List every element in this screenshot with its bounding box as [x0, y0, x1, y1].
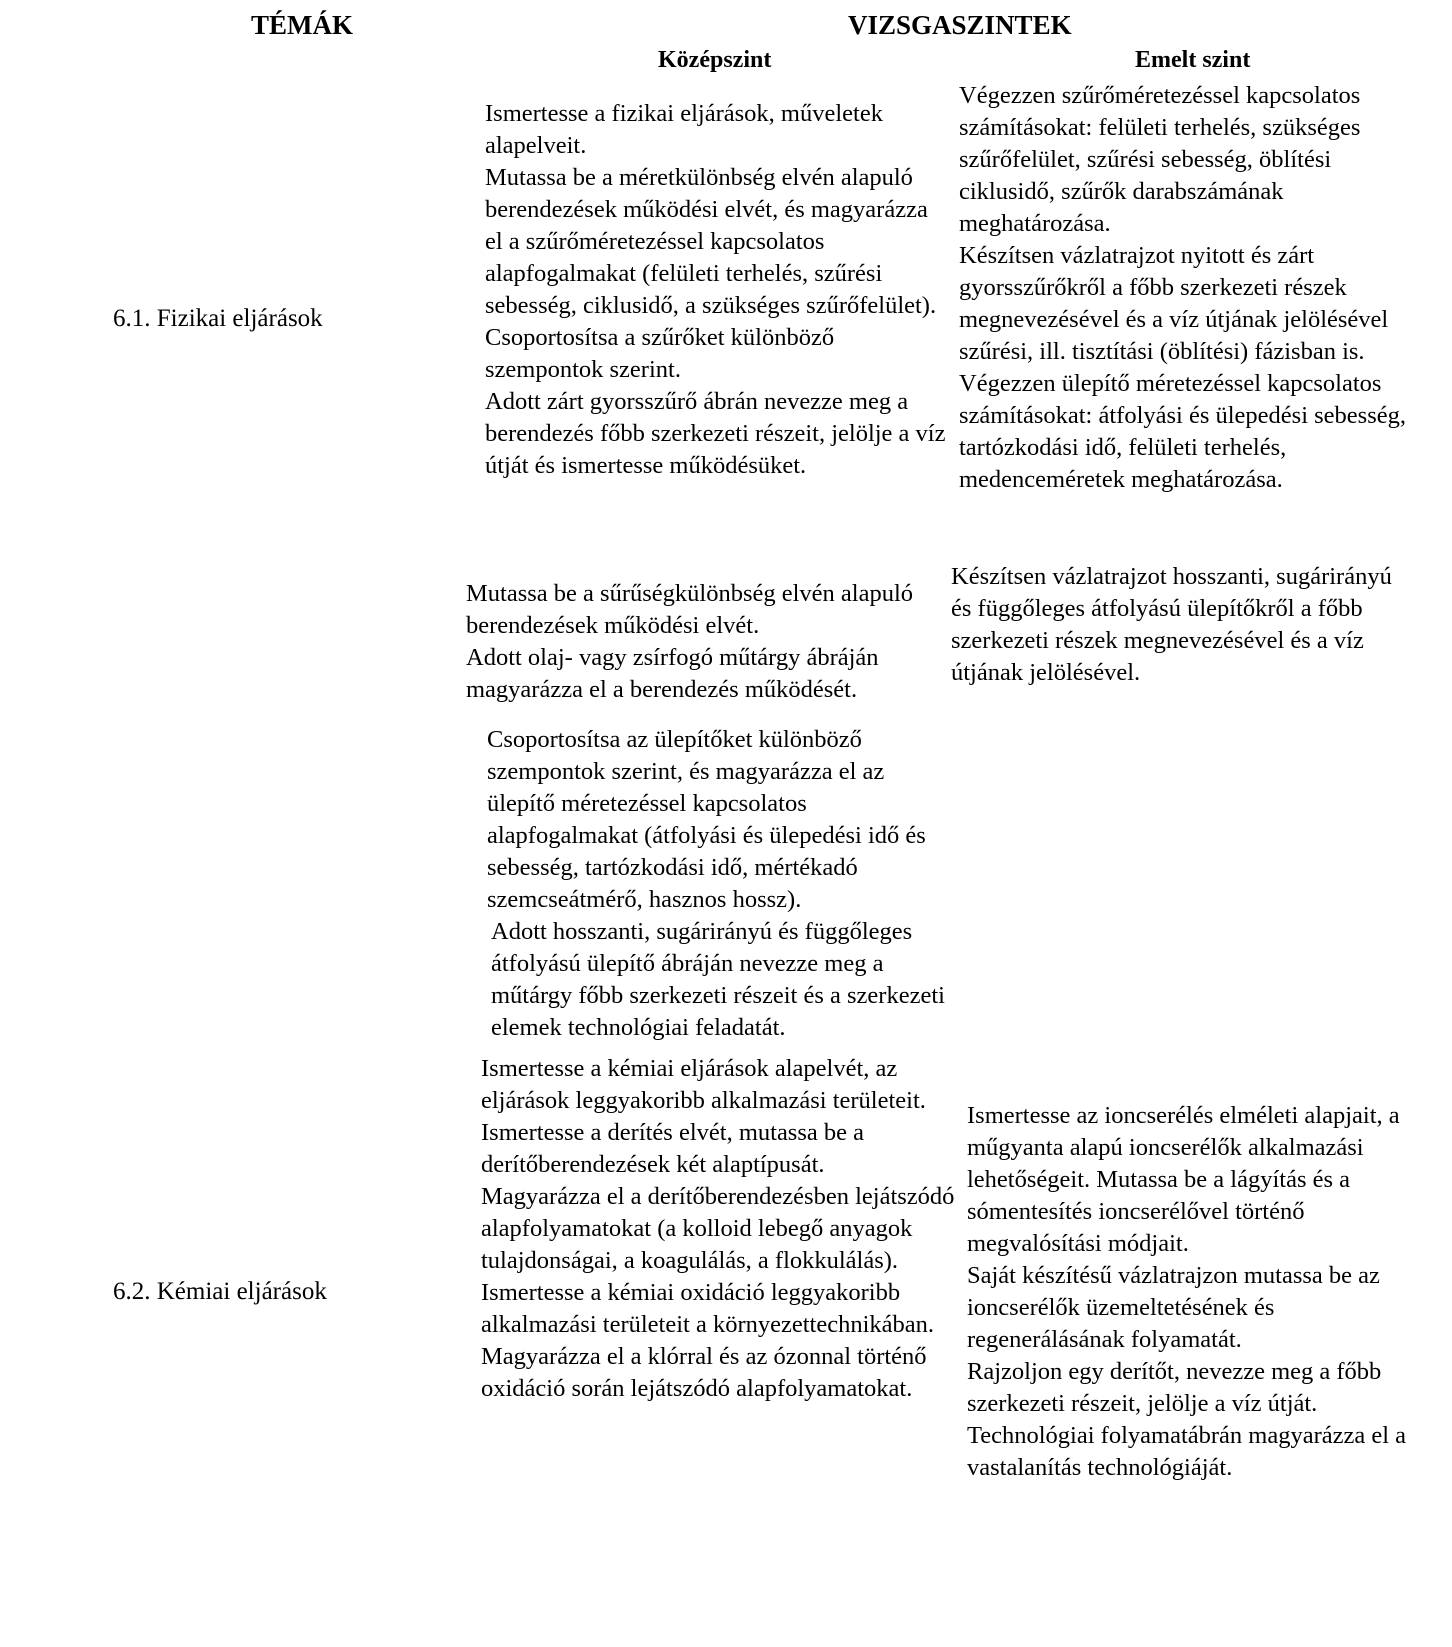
intermediate-item: Csoportosítsa az ülepítőket különböző szempontok szerint, és magyarázza el az ülepítő méretezéssel kapcsolatos alapfogalmakat (átfolyási és ülepedési idő és sebesség, tartózkodási idő, mértékadó szemcseátmérő, hasznos hossz). [487, 726, 926, 913]
advanced-block-filter-settler-calc [959, 80, 1421, 496]
topic-chemical-processes: 6.2. Kémiai eljárások [113, 1278, 327, 1305]
topics-header: TÉMÁK [251, 10, 354, 40]
intermediate-block-density [466, 578, 934, 706]
intermediate-item: Adott zárt gyorsszűrő ábrán nevezze meg a berendezés főbb szerkezeti részeit, jelölje a víz útját és ismertesse működésüket. [485, 388, 946, 479]
advanced-block-settler-sketch [951, 561, 1411, 689]
advanced-item: Ismertesse az ioncserélés elméleti alapjait, a műgyanta alapú ioncserélők alkalmazási lehetőségeit. Mutassa be a lágyítás és a sómentesítés ioncserélővel történő megvalósítási módjait. [967, 1102, 1400, 1257]
advanced-item: Készítsen vázlatrajzot hosszanti, sugárirányú és függőleges átfolyású ülepítőkről a főbb szerkezeti részek megnevezésével és a víz útjának jelölésével. [951, 563, 1392, 686]
intermediate-item: Ismertesse a derítés elvét, mutassa be a derítőberendezések két alaptípusát. [481, 1119, 865, 1178]
exam-levels-header: VIZSGASZINTEK [848, 10, 1072, 40]
topic-physical-processes: 6.1. Fizikai eljárások [113, 305, 323, 332]
advanced-item: Technológiai folyamatábrán magyarázza el a vastalanítás technológiáját. [967, 1422, 1407, 1481]
advanced-item: Végezzen ülepítő méretezéssel kapcsolatos számításokat: átfolyási és ülepedési sebesség, tartózkodási idő, felületi terhelés, medenceméretek meghatározása. [959, 370, 1406, 493]
intermediate-item: Magyarázza el a klórral és az ózonnal történő oxidáció során lejátszódó alapfolyamatokat. [481, 1343, 927, 1402]
advanced-item: Saját készítésű vázlatrajzon mutassa be az ioncserélők üzemeltetésének és regenerálásának folyamatát. [967, 1262, 1380, 1353]
intermediate-item: Mutassa be a méretkülönbség elvén alapuló berendezések működési elvét, és magyarázza el a szűrőméretezéssel kapcsolatos alapfogalmakat (felületi terhelés, szűrési sebesség, ciklusidő, a szükséges szűrőfelület). [485, 164, 937, 319]
intermediate-block-chemical [481, 1053, 957, 1405]
intermediate-item: Adott olaj- vagy zsírfogó műtárgy ábráján magyarázza el a berendezés működését. [466, 644, 879, 703]
intermediate-item: Adott hosszanti, sugárirányú és függőleges átfolyású ülepítő ábráján nevezze meg a műtárgy főbb szerkezeti részeit és a szerkezeti elemek technológiai feladatát. [491, 918, 945, 1041]
advanced-item: Végezzen szűrőméretezéssel kapcsolatos számításokat: felületi terhelés, szükséges szűrőfelület, szűrési sebesség, öblítési ciklusidő, szűrők darabszámának meghatározása. [959, 82, 1361, 237]
intermediate-level-header: Középszint [658, 47, 772, 73]
intermediate-item: Magyarázza el a derítőberendezésben lejátszódó alapfolyamatokat (a kolloid lebegő anyagok tulajdonságai, a koagulálás, a flokkulálás). [481, 1183, 955, 1274]
advanced-level-header: Emelt szint [1135, 47, 1251, 73]
advanced-item: Készítsen vázlatrajzot nyitott és zárt gyorsszűrőkről a főbb szerkezeti részek megnevezésével és a víz útjának jelölésével szűrési, ill. tisztítási (öblítési) fázisban is. [959, 242, 1389, 365]
advanced-item: Rajzoljon egy derítőt, nevezze meg a főbb szerkezeti részeit, jelölje a víz útját. [967, 1358, 1382, 1417]
advanced-block-chemical [967, 1100, 1429, 1484]
intermediate-item: Mutassa be a sűrűségkülönbség elvén alapuló berendezések működési elvét. [466, 580, 914, 639]
intermediate-block-filtration [485, 98, 950, 482]
intermediate-item: Ismertesse a fizikai eljárások, műveletek alapelveit. [485, 100, 883, 159]
intermediate-item: Ismertesse a kémiai eljárások alapelvét, az eljárások leggyakoribb alkalmazási területeit. [481, 1055, 926, 1114]
intermediate-item: Csoportosítsa a szűrőket különböző szempontok szerint. [485, 324, 835, 383]
intermediate-item: Ismertesse a kémiai oxidáció leggyakoribb alkalmazási területeit a környezettechnikában. [481, 1279, 935, 1338]
intermediate-block-settling [487, 724, 957, 1044]
